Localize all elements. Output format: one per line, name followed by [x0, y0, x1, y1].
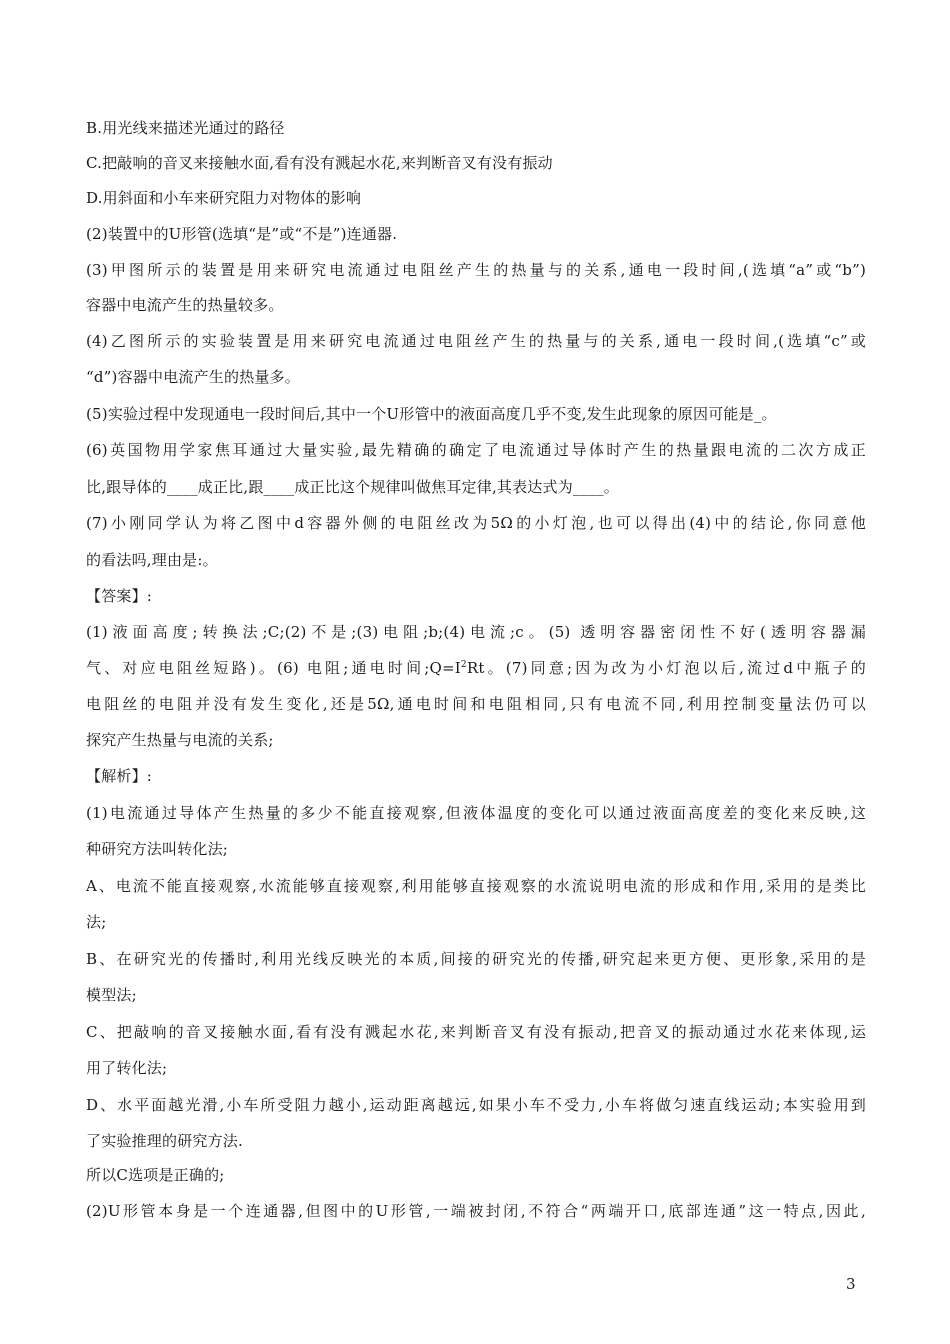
analysis-d-line-1: D、水平面越光滑,小车所受阻力越小,运动距离越远,如果小车不受力,小车将做匀速直线运动;本实验用到	[86, 1096, 866, 1114]
question-2: (2)装置中的U形管(选填“是”或“不是”)连通器.	[86, 225, 398, 243]
answer-line-1: (1)液面高度;转换法;C;(2)不是;(3)电阻;b;(4)电流;c。(5) 透明容器密闭性不好(透明容器漏	[86, 623, 866, 641]
question-6-line-2: 比,跟导体的____成正比,跟____成正比这个规律叫做焦耳定律,其表达式为____。	[86, 478, 619, 496]
answer-superscript: 2	[460, 660, 467, 670]
analysis-conclusion: 所以C选项是正确的;	[86, 1166, 225, 1184]
analysis-c-line-1: C、把敲响的音叉接触水面,看有没有溅起水花,来判断音叉有没有振动,把音叉的振动通过水花来体现,运	[86, 1023, 866, 1041]
option-d: D.用斜面和小车来研究阻力对物体的影响	[86, 189, 362, 207]
answer-line-3: 电阻丝的电阻并没有发生变化,还是5Ω,通电时间和电阻相同,只有电流不同,利用控制变量法仍可以	[86, 695, 866, 713]
question-3-line-2: 容器中电流产生的热量较多。	[86, 296, 284, 314]
question-7-line-2: 的看法吗,理由是:。	[86, 551, 218, 569]
answer-line-2-part-1: 气、对应电阻丝短路)。(6) 电阻;通电时间;Q=I	[86, 659, 461, 677]
question-4-line-2: “d”)容器中电流产生的热量多。	[86, 368, 300, 386]
analysis-1-line-2: 种研究方法叫转化法;	[86, 840, 229, 858]
page-number: 3	[846, 1275, 856, 1293]
analysis-b-line-1: B、在研究光的传播时,利用光线反映光的本质,间接的研究光的传播,研究起来更方便、更形象,采用的是	[86, 950, 866, 968]
analysis-c-line-2: 用了转化法;	[86, 1059, 168, 1077]
answer-line-2-part-2: Rt。(7)同意;因为改为小灯泡以后,流过d中瓶子的	[466, 659, 866, 677]
analysis-a-line-1: A、电流不能直接观察,水流能够直接观察,利用能够直接观察的水流说明电流的形成和作用,采用的是类比	[86, 877, 866, 895]
analysis-b-line-2: 模型法;	[86, 986, 137, 1004]
answer-line-2	[86, 658, 866, 678]
option-c: C.把敲响的音叉来接触水面,看有没有溅起水花,来判断音叉有没有振动	[86, 154, 553, 172]
answer-line-4: 探究产生热量与电流的关系;	[86, 731, 274, 749]
option-b: B.用光线来描述光通过的路径	[86, 119, 285, 137]
question-7-line-1: (7)小刚同学认为将乙图中d容器外侧的电阻丝改为5Ω的小灯泡,也可以得出(4)中的结论,你同意他	[86, 514, 866, 532]
question-4-line-1: (4)乙图所示的实验装置是用来研究电流通过电阻丝产生的热量与的关系,通电一段时间,(选填“c”或	[86, 332, 866, 350]
analysis-2-line-1: (2)U形管本身是一个连通器,但图中的U形管,一端被封闭,不符合“两端开口,底部连通”这一特点,因此,	[86, 1202, 866, 1220]
analysis-d-line-2: 了实验推理的研究方法.	[86, 1132, 243, 1150]
analysis-1-line-1: (1)电流通过导体产生热量的多少不能直接观察,但液体温度的变化可以通过液面高度差的变化来反映,这	[86, 804, 866, 822]
question-6-line-1: (6)英国物用学家焦耳通过大量实验,最先精确的确定了电流通过导体时产生的热量跟电流的二次方成正	[86, 441, 866, 459]
answer-heading: 【答案】:	[86, 587, 153, 605]
question-3-line-1: (3)甲图所示的装置是用来研究电流通过电阻丝产生的热量与的关系,通电一段时间,(选填“a”或“b”)	[86, 261, 866, 279]
analysis-a-line-2: 法;	[86, 913, 107, 931]
question-5: (5)实验过程中发现通电一段时间后,其中一个U形管中的液面高度几乎不变,发生此现象的原因可能是_。	[86, 405, 777, 423]
analysis-heading: 【解析】:	[86, 767, 153, 785]
